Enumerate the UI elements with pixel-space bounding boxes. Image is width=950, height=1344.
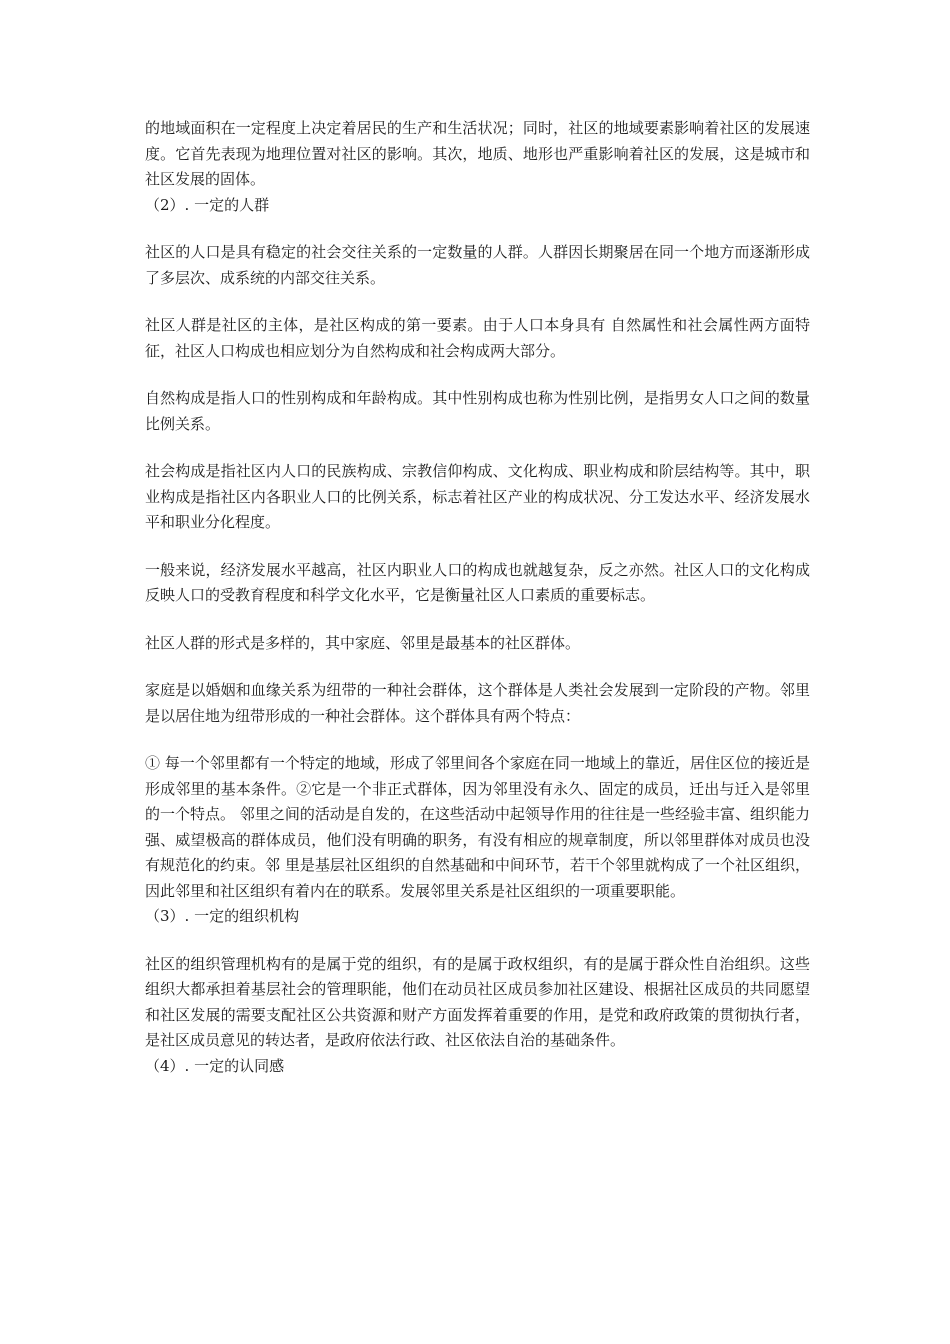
paragraph-social-composition: 社会构成是指社区内人口的民族构成、宗教信仰构成、文化构成、职业构成和阶层结构等。其中，职业构成是指社区内各职业人口的比例关系，标志着社区产业的构成状况、分工发达水平、经济发展水平和职业分化程度。	[145, 462, 810, 531]
paragraph-natural-composition: 自然构成是指人口的性别构成和年龄构成。其中性别构成也称为性别比例，是指男女人口之间的数量比例关系。	[145, 389, 810, 433]
document-body	[145, 116, 810, 1079]
paragraph-group-forms: 社区人群的形式是多样的，其中家庭、邻里是最基本的社区群体。	[145, 633, 581, 652]
paragraph-territory: 的地域面积在一定程度上决定着居民的生产和生活状况；同时，社区的地域要素影响着社区的发展速度。它首先表现为地理位置对社区的影响。其次，地质、地形也严重影响着社区的发展，这是城市和社区发展的固体。	[145, 119, 810, 188]
paragraph-population-subject: 社区人群是社区的主体，是社区构成的第一要素。由于人口本身具有 自然属性和社会属性两方面特征，社区人口构成也相应划分为自然构成和社会构成两大部分。	[145, 316, 810, 360]
section-heading-identity: （4）. 一定的认同感	[145, 1056, 285, 1075]
section-heading-organization: （3）. 一定的组织机构	[145, 907, 300, 925]
paragraph-population-definition: 社区的人口是具有稳定的社会交往关系的一定数量的人群。人群因长期聚居在同一个地方而逐渐形成了多层次、成系统的内部交往关系。	[145, 243, 810, 287]
paragraph-neighborhood-features: ① 每一个邻里都有一个特定的地域，形成了邻里间各个家庭在同一地域上的靠近，居住区位的接近是形成邻里的基本条件。②它是一个非正式群体，因为邻里没有永久、固定的成员，迁出与迁入是邻里的一个特点。 邻里之间的活动是自发的，在这些活动中起领导作用的往往是一些经验丰富、组织能力强、威望极高的群体成员，他们没有明确的职务，有没有相应的规章制度，所以邻里群体对成员也没有规范化的约束。邻 里是基层社区组织的自然基础和中间环节，若干个邻里就构成了一个社区组织，因此邻里和社区组织有着内在的联系。发展邻里关系是社区组织的一项重要职能。	[145, 754, 810, 900]
paragraph-economic-development: 一般来说，经济发展水平越高，社区内职业人口的构成也就越复杂，反之亦然。社区人口的文化构成反映人口的受教育程度和科学文化水平，它是衡量社区人口素质的重要标志。	[145, 560, 810, 604]
section-heading-population: （2）. 一定的人群	[145, 195, 270, 214]
paragraph-family-neighborhood: 家庭是以婚姻和血缘关系为纽带的一种社会群体，这个群体是人类社会发展到一定阶段的产物。邻里是以居住地为纽带形成的一种社会群体。这个群体具有两个特点：	[145, 681, 810, 725]
paragraph-organization: 社区的组织管理机构有的是属于党的组织，有的是属于政权组织，有的是属于群众性自治组织。这些组织大都承担着基层社会的管理职能，他们在动员社区成员参加社区建设、根据社区成员的共同愿望和社区发展的需要支配社区公共资源和财产方面发挥着重要的作用，是党和政府政策的贯彻执行者，是社区成员意见的转达者，是政府依法行政、社区依法自治的基础条件。	[145, 954, 810, 1049]
